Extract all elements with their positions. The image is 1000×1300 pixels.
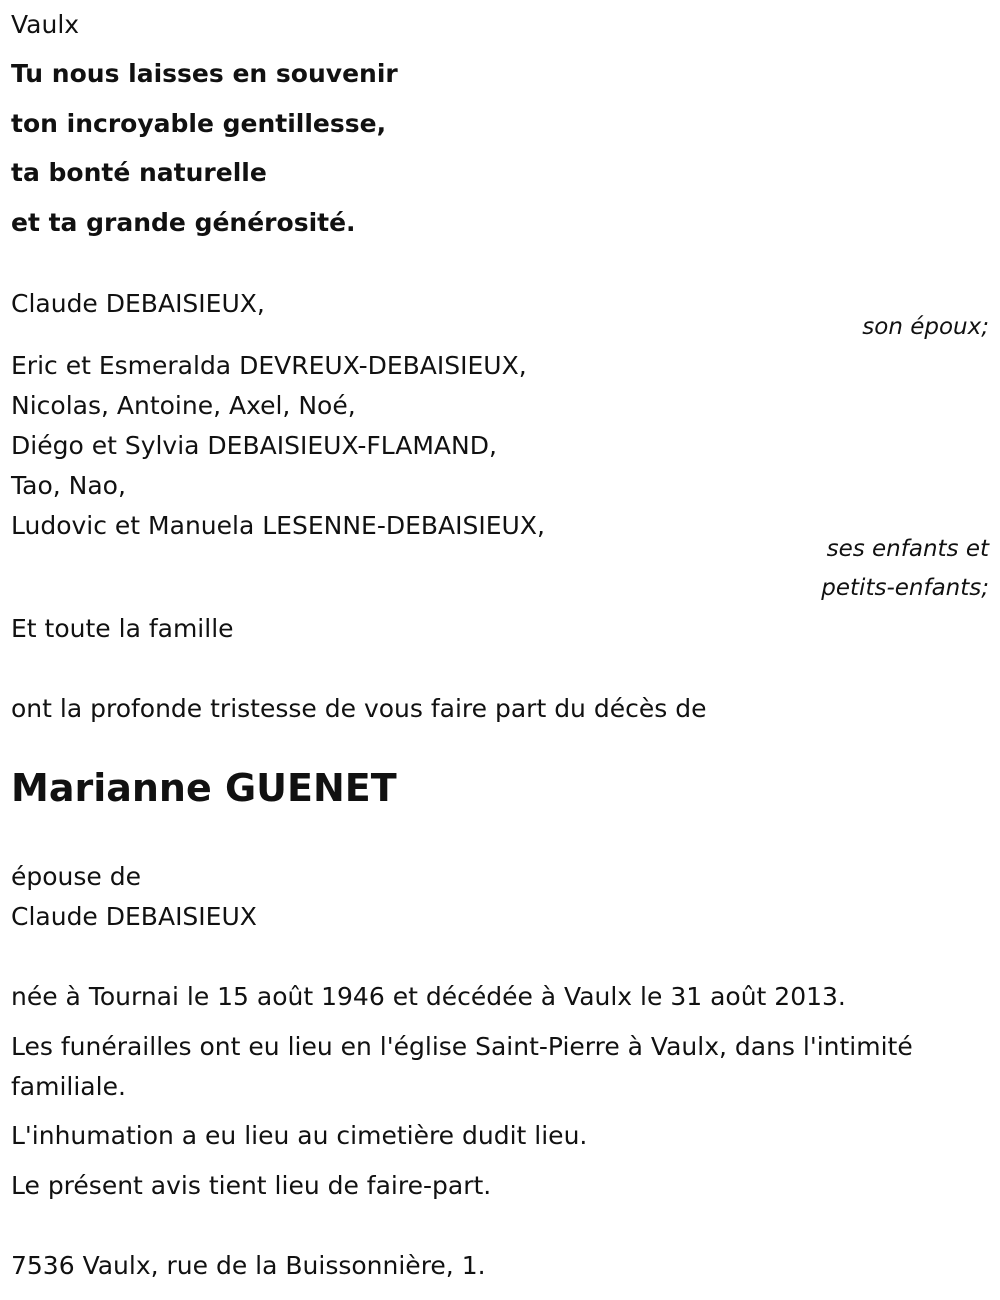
children-line: Tao, Nao, [11,471,126,500]
spouse-of-name: Claude DEBAISIEUX [11,902,257,931]
epitaph-line: ton incroyable gentillesse, [11,109,387,138]
spouse-role: son époux; [862,314,989,340]
address: 7536 Vaulx, rue de la Buissonnière, 1. [11,1251,486,1280]
children-line: Ludovic et Manuela LESENNE-DEBAISIEUX, [11,511,545,540]
children-role: ses enfants et [826,536,989,562]
announcement: ont la profonde tristesse de vous faire part du décès de [11,694,707,723]
spouse-of-label: épouse de [11,862,141,891]
family-line: Et toute la famille [11,614,234,643]
children-line: Nicolas, Antoine, Axel, Noé, [11,391,356,420]
notice-line: Le présent avis tient lieu de faire-part. [11,1171,492,1200]
birth-death-line: née à Tournai le 15 août 1946 et décédée à Vaulx le 31 août 2013. [11,982,846,1011]
place-header: Vaulx [11,10,80,39]
spouse-name: Claude DEBAISIEUX, [11,289,265,318]
burial-line: L'inhumation a eu lieu au cimetière dudit lieu. [11,1121,588,1150]
epitaph-line: et ta grande générosité. [11,208,356,237]
children-role: petits-enfants; [821,575,989,601]
funeral-line: familiale. [11,1072,126,1101]
epitaph-line: ta bonté naturelle [11,158,267,187]
funeral-line: Les funérailles ont eu lieu en l'église Saint-Pierre à Vaulx, dans l'intimité [11,1032,913,1061]
children-line: Diégo et Sylvia DEBAISIEUX-FLAMAND, [11,431,497,460]
children-line: Eric et Esmeralda DEVREUX-DEBAISIEUX, [11,351,527,380]
deceased-name: Marianne GUENET [11,766,397,810]
epitaph-line: Tu nous laisses en souvenir [11,59,398,88]
